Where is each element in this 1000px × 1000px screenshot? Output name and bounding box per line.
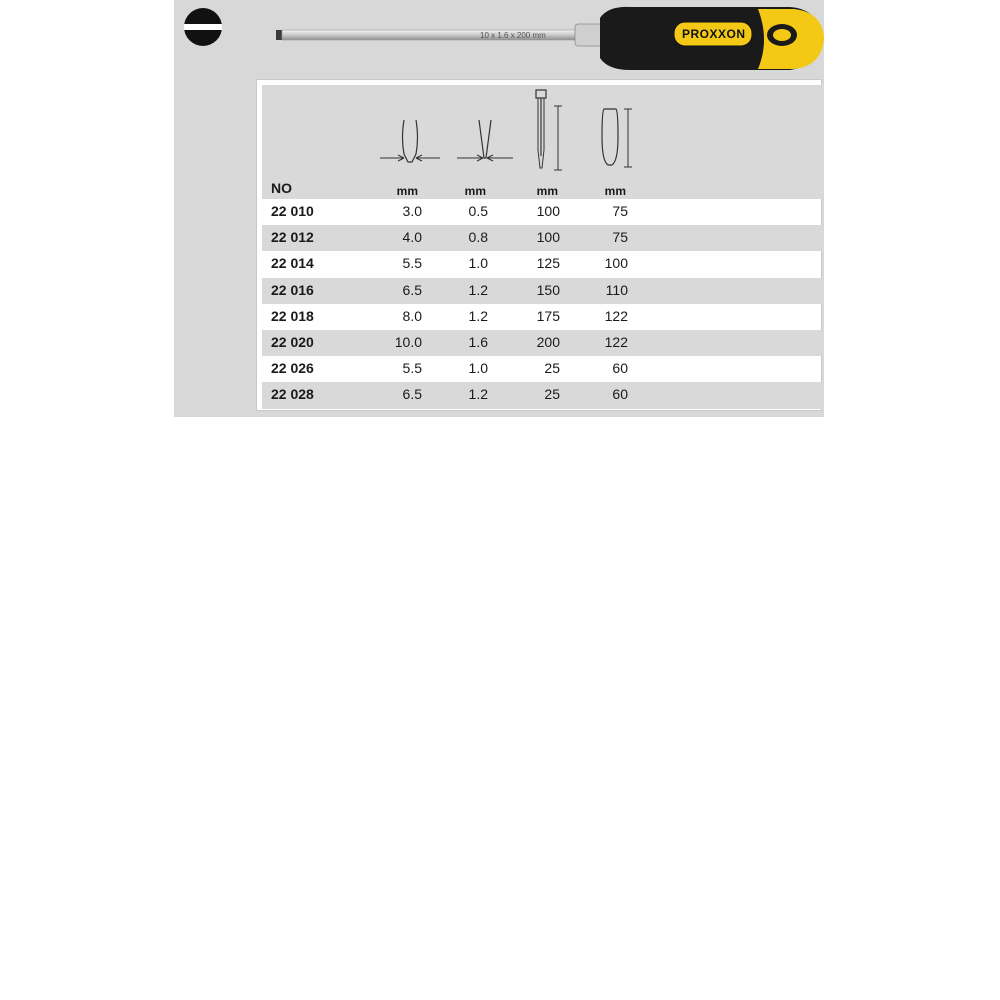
cell-blade-thickness: 1.6 bbox=[468, 333, 488, 350]
cell-blade-length: 175 bbox=[536, 307, 560, 324]
cell-blade-width: 6.5 bbox=[402, 281, 422, 298]
cell-handle-length: 122 bbox=[604, 307, 628, 324]
unit-blade-thickness: mm bbox=[464, 184, 486, 198]
table-row bbox=[262, 382, 822, 408]
cell-blade-width: 10.0 bbox=[394, 333, 422, 350]
cell-blade-thickness: 1.0 bbox=[468, 360, 488, 377]
cell-no: 22 018 bbox=[271, 307, 314, 324]
cell-handle-length: 75 bbox=[612, 229, 628, 246]
cell-blade-width: 3.0 bbox=[402, 203, 422, 219]
column-header-no: NO bbox=[271, 180, 292, 196]
shaft-marking: 10 x 1.6 x 200 mm bbox=[480, 31, 546, 40]
table-row bbox=[262, 199, 822, 225]
table-row bbox=[262, 304, 822, 330]
cell-handle-length: 110 bbox=[605, 281, 628, 298]
screwdriver-image bbox=[270, 0, 830, 78]
unit-blade-width: mm bbox=[396, 184, 418, 198]
spec-table bbox=[256, 79, 822, 411]
cell-handle-length: 60 bbox=[612, 360, 628, 377]
handle-length-icon bbox=[596, 107, 636, 173]
unit-handle-length: mm bbox=[604, 184, 626, 198]
blade-length-icon bbox=[530, 88, 564, 174]
cell-blade-width: 8.0 bbox=[402, 307, 422, 324]
cell-handle-length: 122 bbox=[604, 333, 628, 350]
table-header bbox=[262, 85, 822, 199]
cell-blade-thickness: 1.2 bbox=[468, 307, 488, 324]
table-body bbox=[262, 199, 822, 409]
cell-blade-thickness: 1.0 bbox=[468, 255, 488, 272]
blade-width-icon bbox=[378, 118, 446, 170]
cell-blade-width: 6.5 bbox=[402, 386, 422, 403]
cell-handle-length: 75 bbox=[612, 203, 628, 219]
cell-blade-width: 4.0 bbox=[402, 229, 422, 246]
table-row bbox=[262, 225, 822, 251]
cell-blade-length: 100 bbox=[536, 203, 560, 219]
cell-blade-length: 200 bbox=[536, 333, 560, 350]
cell-blade-length: 25 bbox=[544, 386, 560, 403]
cell-no: 22 016 bbox=[271, 281, 314, 298]
cell-blade-width: 5.5 bbox=[402, 255, 422, 272]
cell-no: 22 028 bbox=[271, 386, 314, 403]
slotted-screw-icon bbox=[183, 7, 223, 47]
cell-no: 22 014 bbox=[271, 255, 314, 272]
cell-no: 22 026 bbox=[271, 360, 314, 377]
cell-blade-width: 5.5 bbox=[402, 360, 422, 377]
cell-no: 22 020 bbox=[271, 333, 314, 350]
unit-blade-length: mm bbox=[536, 184, 558, 198]
cell-handle-length: 60 bbox=[612, 386, 628, 403]
cell-blade-thickness: 1.2 bbox=[468, 386, 488, 403]
cell-blade-length: 150 bbox=[536, 281, 560, 298]
brand-label: PROXXON bbox=[682, 27, 746, 41]
table-row bbox=[262, 330, 822, 356]
cell-blade-length: 125 bbox=[536, 255, 560, 272]
table-row bbox=[262, 251, 822, 277]
cell-handle-length: 100 bbox=[604, 255, 628, 272]
table-row bbox=[262, 356, 822, 382]
cell-blade-thickness: 1.2 bbox=[468, 281, 488, 298]
cell-no: 22 012 bbox=[271, 229, 314, 246]
cell-no: 22 010 bbox=[271, 203, 314, 219]
cell-blade-length: 25 bbox=[544, 360, 560, 377]
table-row bbox=[262, 278, 822, 304]
blade-thickness-icon bbox=[455, 118, 517, 170]
cell-blade-thickness: 0.5 bbox=[468, 203, 488, 219]
cell-blade-thickness: 0.8 bbox=[468, 229, 488, 246]
cell-blade-length: 100 bbox=[536, 229, 560, 246]
